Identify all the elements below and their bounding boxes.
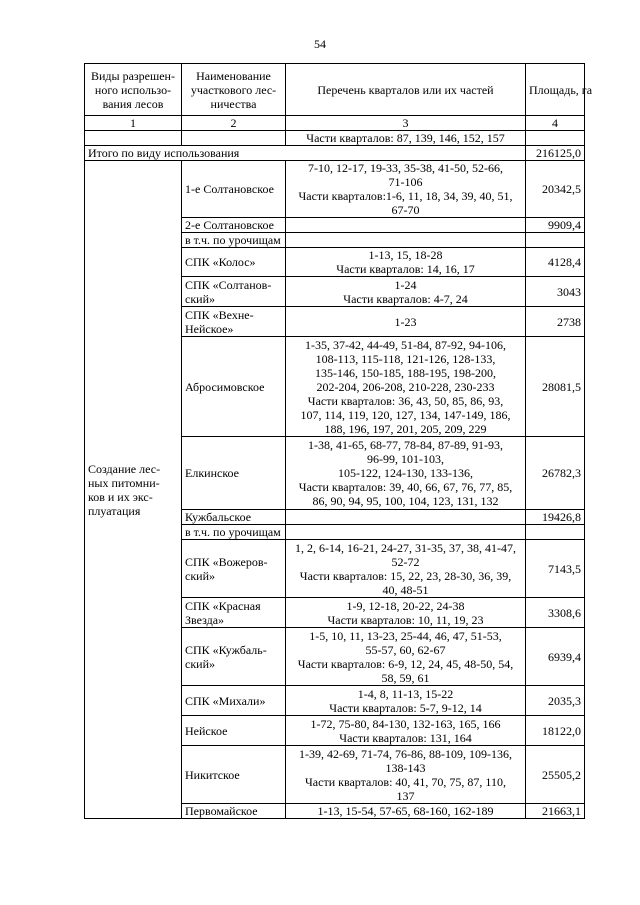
forestry-name: СПК «Вехне- Нейское» <box>182 307 286 337</box>
area-value: 6939,4 <box>526 628 585 686</box>
area-value: 28081,5 <box>526 337 585 437</box>
header-area: Площадь, га <box>526 64 585 116</box>
area-value: 7143,5 <box>526 540 585 598</box>
area-value: 4128,4 <box>526 248 585 277</box>
quarters-list <box>286 525 526 540</box>
table-header-row <box>85 64 585 116</box>
column-numbers-row <box>85 116 585 131</box>
quarters-list: 1, 2, 6-14, 16-21, 24-27, 31-35, 37, 38, 41-47, 52-72 Части кварталов: 15, 22, 23, 28-30, 36, 39, 40, 48-51 <box>286 540 526 598</box>
area-value: 9909,4 <box>526 218 585 233</box>
forestry-name: СПК «Солтанов- ский» <box>182 277 286 307</box>
area-value: 25505,2 <box>526 746 585 804</box>
area-value: 18122,0 <box>526 716 585 746</box>
forestry-name: СПК «Михали» <box>182 686 286 716</box>
header-quarters-list: Перечень кварталов или их частей <box>286 64 526 116</box>
column-number-4: 4 <box>526 116 585 131</box>
area-value <box>526 525 585 540</box>
area-value: 20342,5 <box>526 161 585 218</box>
quarters-list <box>286 218 526 233</box>
continuation-row <box>85 131 585 146</box>
quarters-list: 1-24 Части кварталов: 4-7, 24 <box>286 277 526 307</box>
quarters-list: 7-10, 12-17, 19-33, 35-38, 41-50, 52-66, 71-106 Части кварталов:1-6, 11, 18, 34, 39, 40, 51, 67-70 <box>286 161 526 218</box>
usage-category: Создание лес- ных питомни- ков и их экс- плуатация <box>85 161 182 819</box>
forestry-name: СПК «Вожеров- ский» <box>182 540 286 598</box>
page-number: 54 <box>314 37 326 51</box>
quarters-list <box>286 510 526 525</box>
quarters-list: 1-13, 15-54, 57-65, 68-160, 162-189 <box>286 804 526 819</box>
total-label: Итого по виду использования <box>85 146 526 161</box>
forestry-name: Елкинское <box>182 437 286 510</box>
forestry-name: Никитское <box>182 746 286 804</box>
forestry-name: Нейское <box>182 716 286 746</box>
area-value: 21663,1 <box>526 804 585 819</box>
quarters-list: 1-38, 41-65, 68-77, 78-84, 87-89, 91-93, 96-99, 101-103, 105-122, 124-130, 133-136, Части кварталов: 39, 40, 66, 67, 76, 77, 85, 86, 90, 94, 95, 100, 104, 123, 131, 132 <box>286 437 526 510</box>
forestry-name: Кужбальское <box>182 510 286 525</box>
area-value: 19426,8 <box>526 510 585 525</box>
quarters-list: 1-4, 8, 11-13, 15-22 Части кварталов: 5-7, 9-12, 14 <box>286 686 526 716</box>
area-value: 3308,6 <box>526 598 585 628</box>
header-forestry-name: Наименование участкового лес- ничества <box>182 64 286 116</box>
area-value <box>526 233 585 248</box>
area-value: 3043 <box>526 277 585 307</box>
quarters-list: 1-9, 12-18, 20-22, 24-38 Части кварталов: 10, 11, 19, 23 <box>286 598 526 628</box>
header-usage-type: Виды разрешен- ного использо- вания лесов <box>85 64 182 116</box>
total-value: 216125,0 <box>526 146 585 161</box>
quarters-list: 1-5, 10, 11, 13-23, 25-44, 46, 47, 51-53, 55-57, 60, 62-67 Части кварталов: 6-9, 12, 24, 45, 48-50, 54, 58, 59, 61 <box>286 628 526 686</box>
forestry-name: Первомайское <box>182 804 286 819</box>
area-value: 26782,3 <box>526 437 585 510</box>
column-number-2: 2 <box>182 116 286 131</box>
forestry-name: СПК «Красная Звезда» <box>182 598 286 628</box>
column-number-3: 3 <box>286 116 526 131</box>
forestry-name: Абросимовское <box>182 337 286 437</box>
forestry-name: 1-е Солтановское <box>182 161 286 218</box>
forestry-name: СПК «Кужбаль- ский» <box>182 628 286 686</box>
column-number-1: 1 <box>85 116 182 131</box>
total-row <box>85 146 585 161</box>
quarters-list: 1-13, 15, 18-28 Части кварталов: 14, 16, 17 <box>286 248 526 277</box>
forestry-name: 2-е Солтановское <box>182 218 286 233</box>
quarters-list: 1-39, 42-69, 71-74, 76-86, 88-109, 109-136, 138-143 Части кварталов: 40, 41, 70, 75, 87, 110, 137 <box>286 746 526 804</box>
forestry-name: в т.ч. по урочищам <box>182 233 286 248</box>
quarters-list: 1-35, 37-42, 44-49, 51-84, 87-92, 94-106, 108-113, 115-118, 121-126, 128-133, 135-146, 150-185, 188-195, 198-200, 202-204, 206-208, 210-228, 230-233 Части кварталов: 36, 43, 50, 85, 86, 93, 107, 114, 119, 120, 127, 134, 147-149, 186, 188, 196, 197, 201, 205, 209, 229 <box>286 337 526 437</box>
quarters-list: 1-72, 75-80, 84-130, 132-163, 165, 166 Части кварталов: 131, 164 <box>286 716 526 746</box>
quarters-table <box>84 63 593 819</box>
forestry-name: СПК «Колос» <box>182 248 286 277</box>
area-value: 2035,3 <box>526 686 585 716</box>
continuation-quarters: Части кварталов: 87, 139, 146, 152, 157 <box>286 131 526 146</box>
quarters-list <box>286 233 526 248</box>
quarters-list: 1-23 <box>286 307 526 337</box>
area-value: 2738 <box>526 307 585 337</box>
table-row <box>85 161 585 218</box>
forestry-name: в т.ч. по урочищам <box>182 525 286 540</box>
